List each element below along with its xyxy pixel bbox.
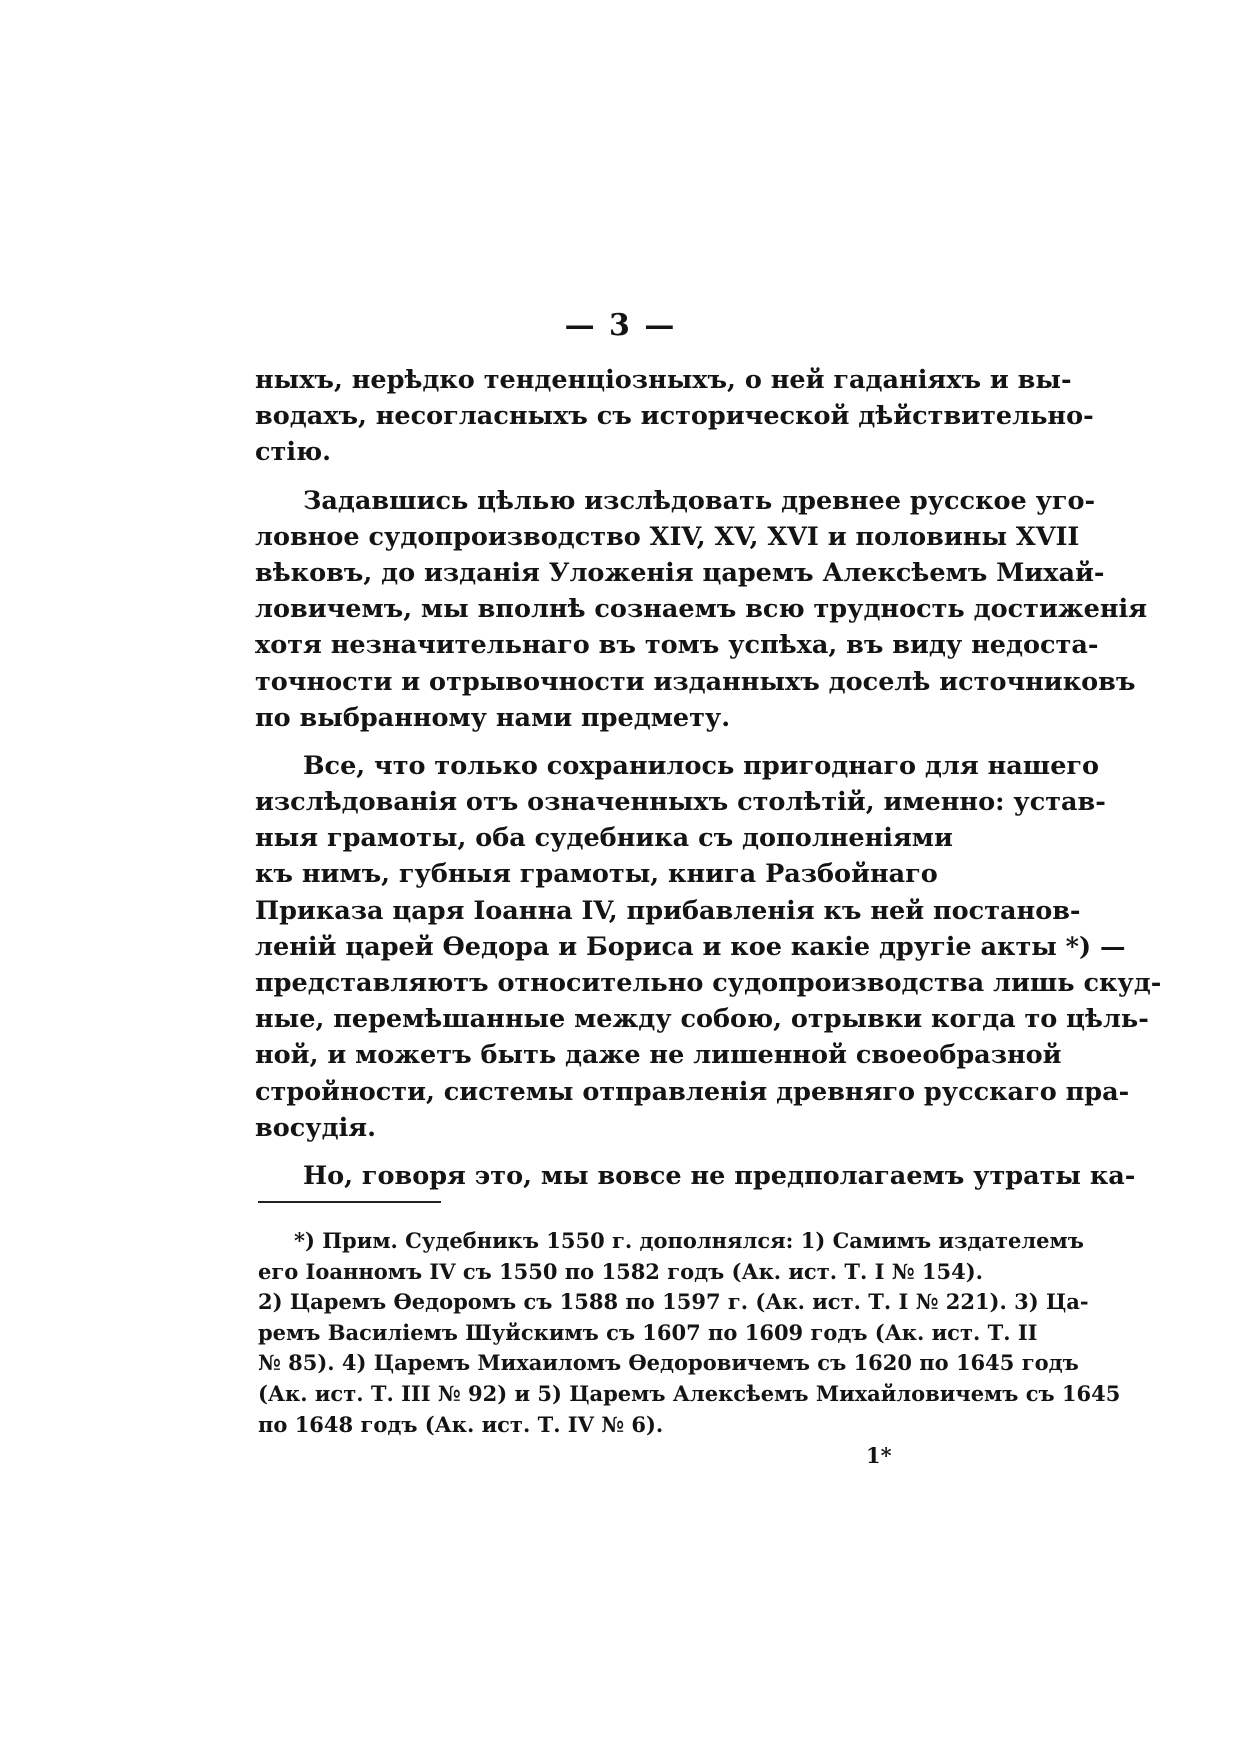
text-line: точности и отрывочности изданныхъ доселѣ источниковъ <box>255 666 1136 697</box>
text-line: водахъ, несогласныхъ съ исторической дѣйствительно- <box>255 401 1094 432</box>
text-line: Задавшись цѣлью изслѣдовать древнее русское уго- <box>303 485 1096 516</box>
footnote-line: *) Прим. Судебникъ 1550 г. дополнялся: 1) Самимъ издателемъ <box>294 1228 1084 1253</box>
text-line: Все, что только сохранилось пригоднаго для нашего <box>303 750 1100 781</box>
text-line: ловное судопроизводство XIV, XV, XVI и половины XVII <box>255 521 1080 552</box>
text-line: по выбранному нами предмету. <box>255 702 731 733</box>
text-line: хотя незначительнаго въ томъ успѣха, въ виду недоста- <box>255 630 1099 661</box>
text-line: ныхъ, нерѣдко тенденціозныхъ, о ней гаданіяхъ и вы- <box>255 365 1072 395</box>
footnote <box>258 1226 1121 1440</box>
text-line: представляютъ относительно судопроизводства лишь скуд- <box>255 968 1162 998</box>
text-line: ныя грамоты, оба судебника съ дополненіями <box>255 823 953 854</box>
page-number: — 3 — <box>564 308 677 343</box>
footnote-line: 2) Царемъ Ѳедоромъ съ 1588 по 1597 г. (Ак. ист. Т. I № 221). 3) Ца- <box>258 1289 1089 1315</box>
text-line: ные, перемѣшанные между собою, отрывки когда то цѣль- <box>255 1004 1149 1035</box>
footnote-line: № 85). 4) Царемъ Михаиломъ Ѳедоровичемъ съ 1620 по 1645 годъ <box>258 1350 1079 1376</box>
footnote-divider <box>258 1201 441 1203</box>
text-line: Но, говоря это, мы вовсе не предполагаемъ утраты ка- <box>303 1160 1136 1191</box>
footnote-line: ремъ Василіемъ Шуйскимъ съ 1607 по 1609 годъ (Ак. ист. Т. II <box>258 1319 1038 1345</box>
footnote-line: по 1648 годъ (Ак. ист. Т. IV № 6). <box>258 1411 664 1437</box>
text-line: ловичемъ, мы вполнѣ сознаемъ всю трудность достиженія <box>255 594 1148 625</box>
text-line: Приказа царя Іоанна IV, прибавленія къ ней постанов- <box>255 895 1081 926</box>
text-line: стію. <box>255 437 332 468</box>
signature-mark: 1* <box>866 1443 892 1468</box>
text-line: къ нимъ, губныя грамоты, книга Разбойнаго <box>255 859 938 890</box>
text-line: вѣковъ, до изданія Уложенія царемъ Алексѣемъ Михай- <box>255 557 1105 588</box>
text-line: ной, и можетъ быть даже не лишенной своеобразной <box>255 1040 1062 1071</box>
text-line: леній царей Ѳедора и Бориса и кое какіе другіе акты *) — <box>255 931 1126 962</box>
footnote-line: его Іоанномъ IV съ 1550 по 1582 годъ (Ак. ист. Т. I № 154). <box>258 1258 983 1284</box>
text-line: изслѣдованія отъ означенныхъ столѣтій, именно: устав- <box>255 787 1106 818</box>
footnote-line: (Ак. ист. Т. III № 92) и 5) Царемъ Алексѣемъ Михайловичемъ съ 1645 <box>258 1380 1121 1406</box>
text-line: стройности, системы отправленія древняго русскаго пра- <box>255 1076 1130 1107</box>
text-line: восудія. <box>255 1112 376 1143</box>
main-text <box>255 362 1162 1194</box>
